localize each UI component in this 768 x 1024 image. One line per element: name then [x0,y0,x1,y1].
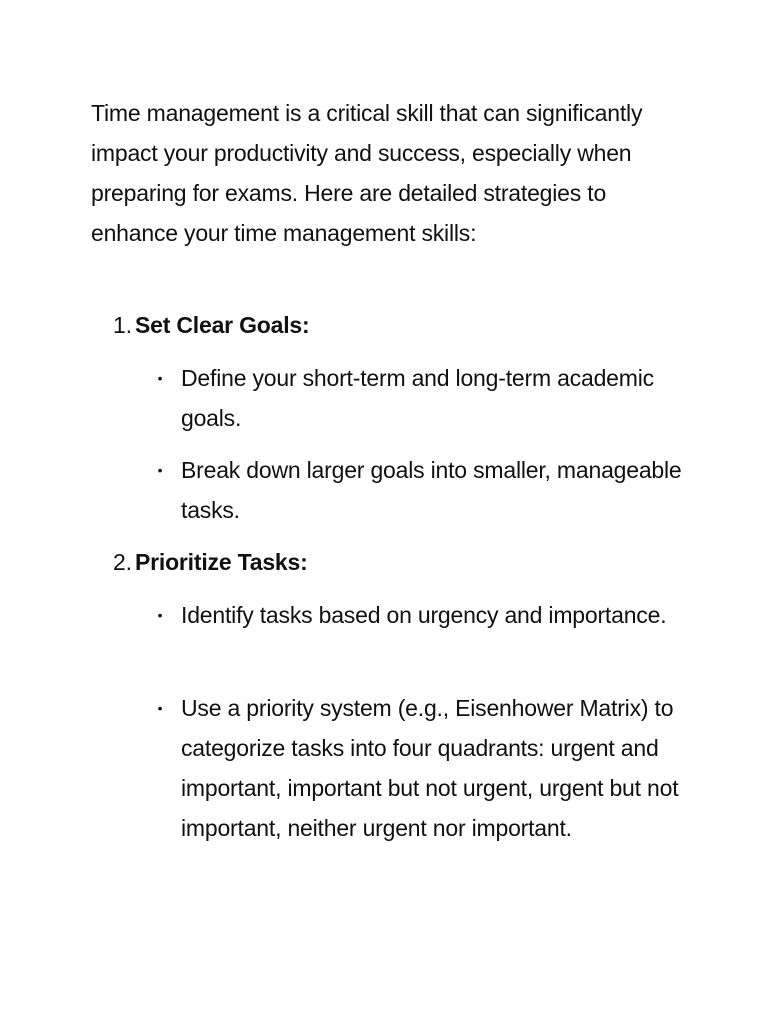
list-item-text: Use a priority system (e.g., Eisenhower Matrix) to categorize tasks into four quadrants: urgent and important, important but not urgent, urgent but not important, neither urgent nor important. [181,695,679,841]
bullet-icon: • [157,607,163,623]
list-item-text: Identify tasks based on urgency and importance. [181,602,667,628]
intro-paragraph: Time management is a critical skill that can significantly impact your productivity and success, especially when preparing for exams. Here are detailed strategies to enhance your time management skills: [91,100,643,246]
bullet-icon: • [157,462,163,478]
bullet-icon: • [157,700,163,716]
section-number: 2. [113,549,132,575]
section-heading-prioritize-tasks [113,542,308,582]
bullet-icon: • [157,370,163,386]
section-heading-set-clear-goals [113,305,309,345]
list-item [154,595,694,635]
list-item [154,688,694,848]
section-title: Set Clear Goals: [135,312,310,338]
list-item-text: Break down larger goals into smaller, manageable tasks. [181,457,682,523]
section-number: 1. [113,312,132,338]
list-item [154,358,694,438]
section-title: Prioritize Tasks: [135,549,308,575]
list-item [154,450,694,530]
list-item-text: Define your short-term and long-term academic goals. [181,365,654,431]
